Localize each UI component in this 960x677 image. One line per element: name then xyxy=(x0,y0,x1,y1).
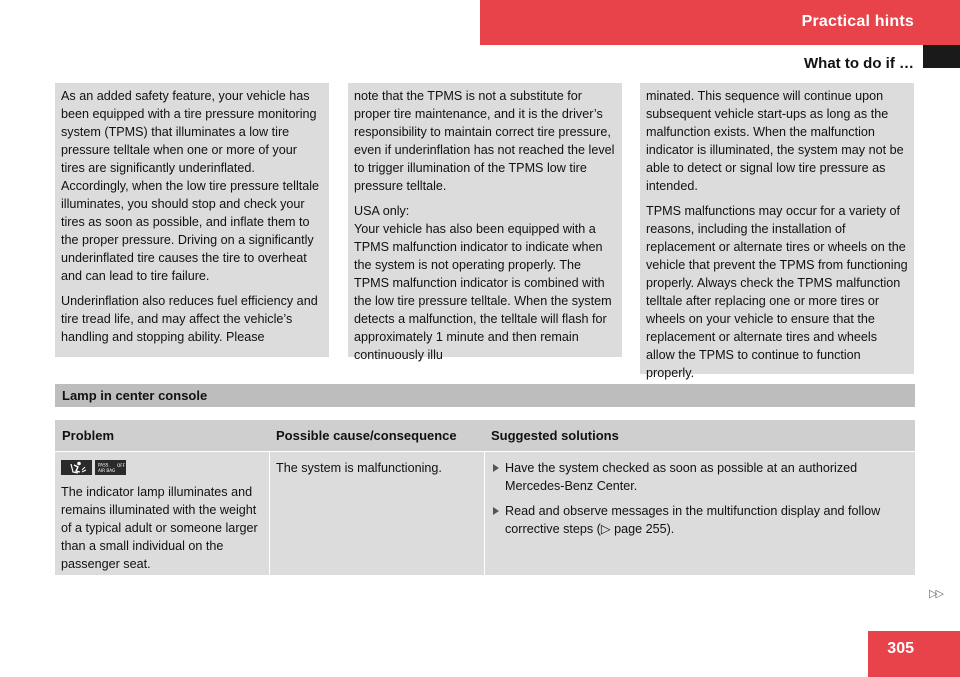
paragraph: As an added safety feature, your vehicle has been equipped with a tire pressure monitoring system (TPMS) that illuminates a low tire pressure telltale when one or more of your tires are significantly underinflated. Accordingly, when the low tire pressure telltale illuminates, you should stop and check your tires as soon as possible, and inflate them to the proper pressure. Driving on a significantly underinflated tire causes the tire to overheat and can lead to tire failure. xyxy=(61,89,320,283)
section-title: What to do if … xyxy=(804,55,914,72)
paragraph: Underinflation also reduces fuel efficiency and tire tread life, and may affect the vehicle’s handling and stopping ability. Please xyxy=(61,294,318,344)
icon-label-airbag: AIR BAG xyxy=(97,468,115,473)
lamp-table xyxy=(55,420,915,575)
solutions-cell xyxy=(485,452,915,575)
problem-text: The indicator lamp illuminates and remains illuminated with the weight of a typical adult or someone larger than a small individual on the passenger seat. xyxy=(61,485,258,571)
bullet-triangle-icon xyxy=(493,507,499,515)
paragraph: TPMS malfunctions may occur for a variety of reasons, including the installation of replacement or alternate tires or wheels on the vehicle that prevent the TPMS from functioning properly. Always check the TPMS malfunction telltale after replacing one or more tires or wheels on your vehicle to ensure that the replacement or alternate tires and wheels allow the TPMS to continue to function properly. xyxy=(646,204,908,380)
text-column-3 xyxy=(640,83,914,380)
solution-text: Have the system checked as soon as possible at an authorized Mercedes-Benz Center. xyxy=(505,461,858,493)
page-number-tab xyxy=(868,631,960,677)
table-title: Lamp in center console xyxy=(55,384,915,407)
table-header-row xyxy=(55,420,915,451)
problem-cell xyxy=(55,452,269,575)
paragraph: Your vehicle has also been equipped with a TPMS malfunction indicator to indicate when the system is not operating properly. The TPMS malfunction indicator is combined with the low tire pressure telltale. When the system detects a malfunction, the telltale will flash for approximately 1 minute and then remain continuously illu xyxy=(354,222,612,362)
pass-air-bag-off-icon xyxy=(95,460,126,475)
text-column-1 xyxy=(55,83,329,357)
indicator-icons xyxy=(61,460,263,475)
text-column-2 xyxy=(348,83,622,362)
paragraph: note that the TPMS is not a substitute for proper tire maintenance, and it is the driver’s responsibility to maintain correct tire pressure, even if underinflation has not reached the level to trigger illumination of the TPMS low tire pressure telltale. xyxy=(354,89,615,193)
continue-arrows-icon: ▷▷ xyxy=(929,588,942,600)
solution-item xyxy=(491,502,909,538)
header-cause: Possible cause/consequence xyxy=(276,428,457,443)
paragraph: USA only: xyxy=(354,204,410,218)
paragraph: minated. This sequence will continue upon subsequent vehicle start-ups as long as the malfunction exists. When the malfunction indicator is illuminated, the system may not be able to detect or signal low tire pressure as intended. xyxy=(646,89,904,193)
page-number: 305 xyxy=(887,640,914,657)
bullet-triangle-icon xyxy=(493,464,499,472)
seat-occupant-icon xyxy=(61,460,92,475)
solution-item xyxy=(491,459,909,495)
corner-marker xyxy=(923,45,960,68)
icon-label-pass: PASS. xyxy=(97,462,110,468)
chapter-title: Practical hints xyxy=(801,13,914,30)
cause-text: The system is malfunctioning. xyxy=(276,461,442,475)
cause-cell xyxy=(270,452,484,575)
solution-text: Read and observe messages in the multifunction display and follow corrective steps (▷ page 255). xyxy=(505,504,881,536)
header-problem: Problem xyxy=(62,428,115,443)
header-solutions: Suggested solutions xyxy=(491,428,619,443)
icon-label-off: OFF xyxy=(116,463,125,468)
table-row xyxy=(55,452,915,575)
